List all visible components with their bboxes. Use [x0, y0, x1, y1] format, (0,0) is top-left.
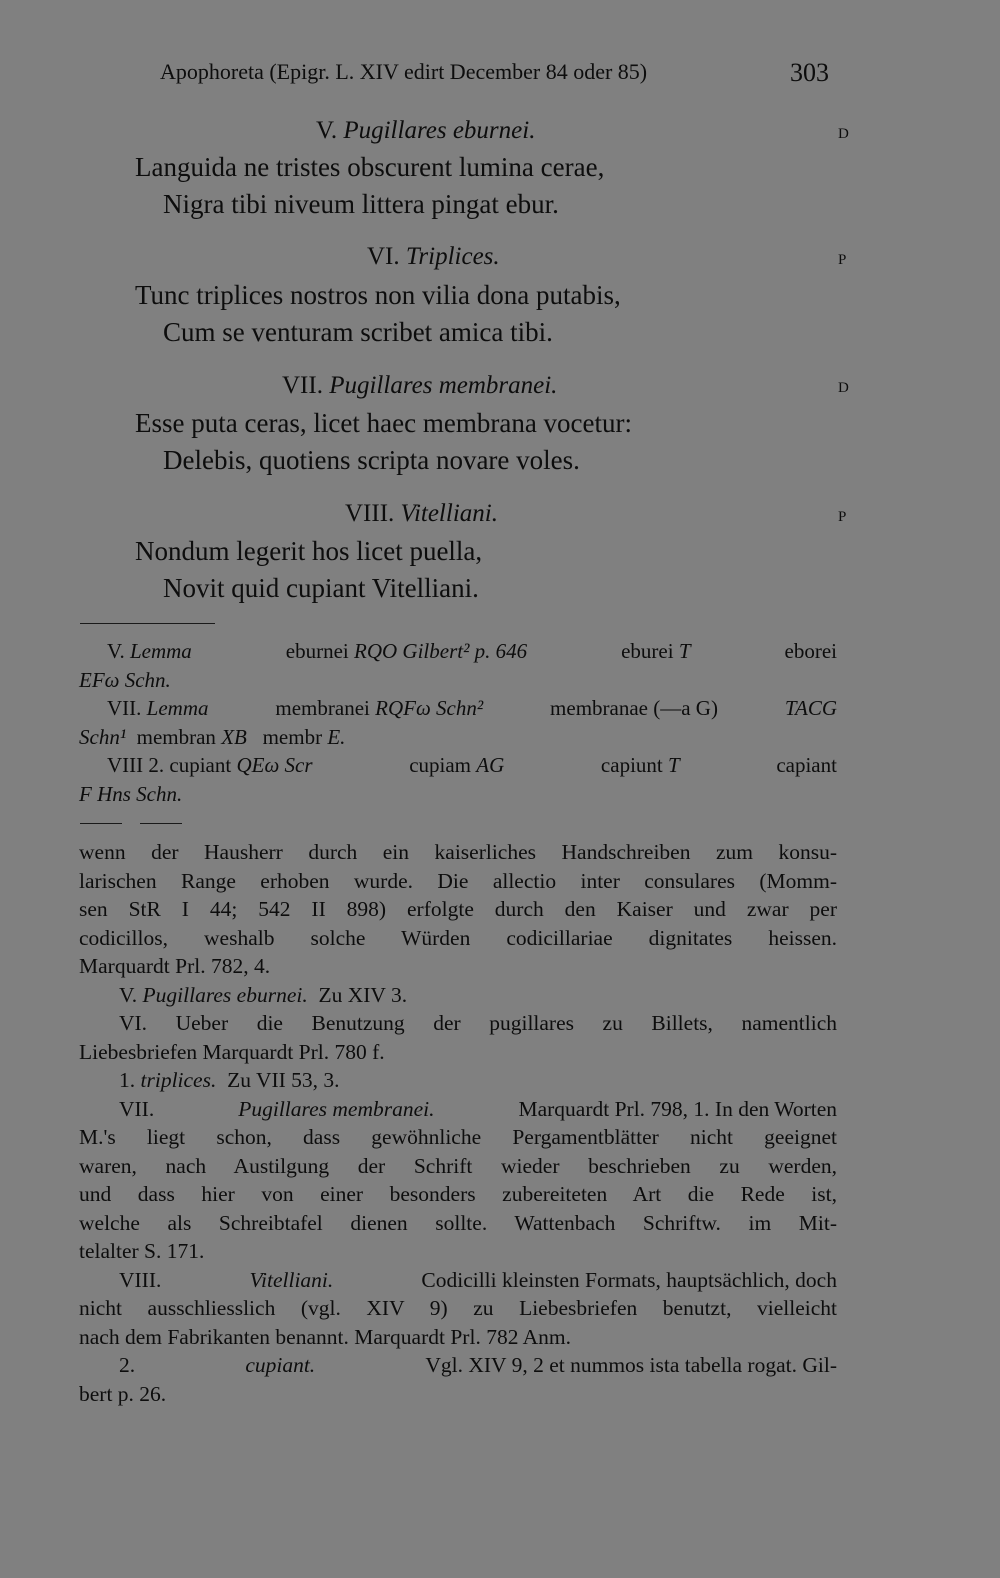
apparatus-entry: eburei T — [621, 639, 691, 663]
commentary-line: und dass hier von einer besonders zubereiteten Art die Rede ist, — [79, 1182, 837, 1206]
commentary-line: Liebesbriefen Marquardt Prl. 780 f. — [79, 1040, 385, 1064]
commentary-rule — [140, 823, 182, 824]
apparatus-entry: TACG — [784, 696, 837, 720]
apparatus-entry: cupiam AG — [409, 753, 505, 777]
poem-line: Languida ne tristes obscurent lumina cerae, — [135, 152, 605, 182]
apparatus-entry: eburnei RQO Gilbert² p. 646 — [285, 639, 528, 663]
commentary-line: wenn der Hausherr durch ein kaiserliches Handschreiben zum konsu- — [79, 840, 837, 864]
apparatus-line — [107, 753, 837, 778]
apparatus-line — [107, 696, 837, 721]
commentary-line: 2. cupiant. Vgl. XIV 9, 2 et nummos ista tabella rogat. Gil- — [119, 1353, 837, 1377]
poem-line: Esse puta ceras, licet haec membrana vocetur: — [135, 408, 633, 438]
apparatus-rule — [80, 623, 215, 624]
commentary-line: Marquardt Prl. 782, 4. — [79, 954, 271, 978]
apparatus-entry: VIII 2. cupiant QEω Scr — [107, 753, 313, 777]
poem-heading-viii — [345, 500, 498, 528]
apparatus-entry: membranei RQFω Schn² — [275, 696, 484, 720]
poem-line: Nondum legerit hos licet puella, — [135, 536, 483, 566]
poem-numeral: VI. — [367, 243, 400, 270]
commentary-line: VI. Ueber die Benutzung der pugillares zu Billets, namentlich — [119, 1011, 837, 1035]
poem-line: Delebis, quotiens scripta novare voles. — [163, 445, 580, 475]
commentary-line: sen StR I 44; 542 II 898) erfolgte durch den Kaiser und zwar per — [79, 897, 837, 921]
poem-heading-vii — [282, 372, 557, 400]
apparatus-entry: eborei — [784, 639, 837, 663]
commentary-line: telalter S. 171. — [79, 1239, 205, 1263]
poem-line: Nigra tibi niveum littera pingat ebur. — [163, 189, 559, 219]
poem-heading-v — [316, 117, 535, 145]
commentary-line: M.'s liegt schon, dass gewöhnliche Pergamentblätter nicht geeignet — [79, 1125, 837, 1149]
poem-title: Pugillares eburnei. — [343, 117, 536, 144]
poem-line: Tunc triplices nostros non vilia dona putabis, — [135, 280, 621, 310]
poem-line: Novit quid cupiant Vitelliani. — [163, 573, 479, 603]
commentary-line: nicht ausschliesslich (vgl. XIV 9) zu Liebesbriefen benutzt, vielleicht — [79, 1296, 837, 1320]
commentary-line: V. Pugillares eburnei. Zu XIV 3. — [119, 983, 408, 1007]
poem-title: Triplices. — [405, 243, 500, 270]
apparatus-line — [107, 639, 837, 664]
commentary-line: waren, nach Austilgung der Schrift wieder beschrieben zu werden, — [79, 1154, 837, 1178]
running-title: Apophoreta (Epigr. L. XIV edirt December 84 oder 85) — [160, 59, 648, 84]
poem-siglum: D — [838, 380, 849, 396]
apparatus-line: EFω Schn. — [79, 668, 171, 692]
poem-siglum: D — [838, 126, 849, 142]
commentary-line: larischen Range erhoben wurde. Die allectio inter consulares (Momm- — [79, 869, 837, 893]
commentary-line: codicillos, weshalb solche Würden codicillariae dignitates heissen. — [79, 926, 837, 950]
commentary-line: nach dem Fabrikanten benannt. Marquardt Prl. 782 Anm. — [79, 1325, 572, 1349]
apparatus-entry: V. Lemma — [107, 639, 192, 663]
poem-numeral: V. — [316, 117, 338, 144]
poem-title: Vitelliani. — [400, 500, 498, 527]
apparatus-entry: capiunt T — [600, 753, 680, 777]
commentary-line: 1. triplices. Zu VII 53, 3. — [119, 1068, 340, 1092]
poem-numeral: VIII. — [345, 500, 395, 527]
poem-numeral: VII. — [282, 372, 323, 399]
apparatus-line: Schn¹ membran XB membr E. — [79, 725, 346, 749]
poem-title: Pugillares membranei. — [329, 372, 558, 399]
commentary-line: welche als Schreibtafel dienen sollte. Wattenbach Schriftw. im Mit- — [79, 1211, 837, 1235]
poem-heading-vi — [367, 243, 500, 271]
apparatus-entry: VII. Lemma — [107, 696, 209, 720]
apparatus-line: F Hns Schn. — [79, 782, 183, 806]
poem-siglum: P — [838, 509, 847, 525]
page-number: 303 — [790, 58, 829, 87]
commentary-rule — [80, 823, 122, 824]
commentary-line: VII. Pugillares membranei. Marquardt Prl. 798, 1. In den Worten — [119, 1097, 837, 1121]
apparatus-entry: membranae (—a G) — [550, 696, 718, 720]
poem-line: Cum se venturam scribet amica tibi. — [163, 317, 553, 347]
commentary-line: bert p. 26. — [79, 1382, 167, 1406]
apparatus-entry: capiant — [776, 753, 837, 777]
poem-siglum: P — [838, 252, 847, 268]
commentary-line: VIII. Vitelliani. Codicilli kleinsten Formats, hauptsächlich, doch — [119, 1268, 837, 1292]
